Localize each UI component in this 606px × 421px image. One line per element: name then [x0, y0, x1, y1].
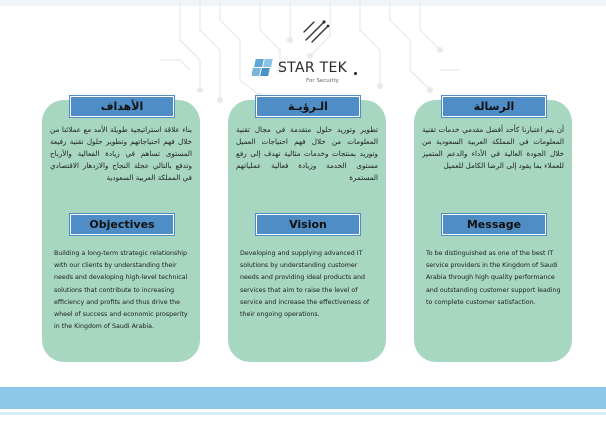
brand-tagline: For Security	[306, 78, 339, 84]
company-logo	[252, 56, 362, 92]
circuit-pattern-graphic	[160, 0, 460, 110]
objectives-card	[42, 100, 200, 362]
english-title: Message	[442, 214, 546, 235]
english-title: Vision	[256, 214, 360, 235]
english-title: Objectives	[70, 214, 174, 235]
logo-dot	[354, 72, 357, 75]
arabic-title: الرسالة	[442, 96, 546, 117]
logo-squares-icon	[252, 58, 274, 80]
brand-name: STAR TEK	[278, 60, 348, 76]
footer-band	[0, 387, 606, 409]
sparkle-stars-icon	[302, 18, 330, 44]
arabic-text: بناء علاقة استراتيجية طويلة الأمد مع عملائنا من خلال فهم احتياجاتهم وتطوير حلول تقنية رفيعة المستوى تساهم في زيادة الفعالية والأرباح وتدفع بالتالي عجلة النجاح والازدهار الاقتصادي في المملكة العربية السعودية	[50, 125, 192, 182]
message-card	[414, 100, 572, 362]
vision-card	[228, 100, 386, 362]
arabic-title: الـرؤيـة	[256, 96, 360, 117]
arabic-text: أن يتم اعتبارنا كأحد أفضل مقدمي خدمات تقنية المعلومات في المملكة العربية السعودية من خلال الجودة العالية في الأداء والدعم المتميز للعملاء بما يقود إلى الرضا الكامل للعميل	[422, 125, 564, 170]
arabic-title: الأهداف	[70, 96, 174, 117]
english-text: To be distinguished as one of the best IT service providers in the Kingdom of Saudi Arabia through high quality performance and outstanding customer support leading to complete customer satisfaction.	[426, 250, 561, 306]
english-text: Building a long-term strategic relationship with our clients by understanding their needs and developing high-level technical solutions that contribute to increasing efficiency and profits and thus drive the wheel of success and economic prosperity in the Kingdom of Saudi Arabia.	[54, 250, 188, 331]
arabic-text: تطوير وتوريد حلول متقدمة في مجال تقنية المعلومات من خلال فهم احتياجات العميل وتوريد بمنتجات وخدمات مثالية تهدف إلى رفع مستوى الخدمة وزيادة فعالية عملياتهم المستمرة	[236, 125, 378, 182]
footer-line	[0, 412, 606, 415]
english-text: Developing and supplying advanced IT solutions by understanding customer needs and providing ideal products and services that aim to raise the level of service and increase the effectiveness of their ongoing operations.	[240, 250, 370, 319]
